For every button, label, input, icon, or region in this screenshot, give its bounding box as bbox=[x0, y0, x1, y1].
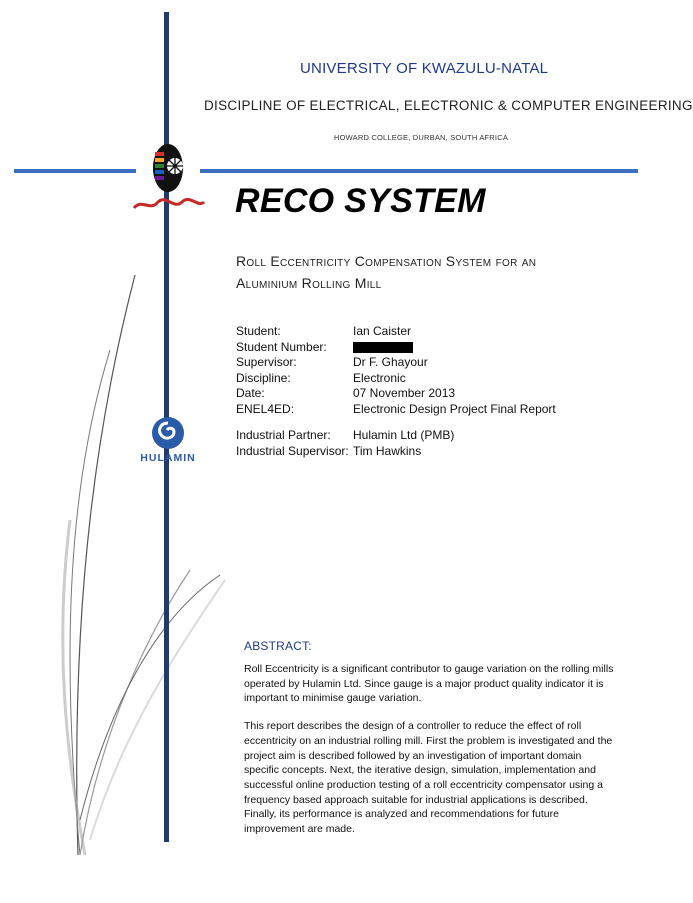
student-details bbox=[236, 324, 556, 418]
university-name: UNIVERSITY OF KWAZULU-NATAL bbox=[300, 60, 549, 77]
detail-label: Student: bbox=[236, 324, 281, 338]
horizontal-accent-bar-left bbox=[14, 169, 136, 173]
document-title: RECO SYSTEM bbox=[235, 182, 486, 220]
subtitle-line-1: Roll Eccentricity Compensation System for an bbox=[236, 253, 537, 269]
detail-label: Date: bbox=[236, 386, 265, 401]
redacted-student-number bbox=[353, 342, 413, 353]
partner-value: Tim Hawkins bbox=[353, 443, 422, 458]
horizontal-accent-bar-right bbox=[200, 169, 638, 173]
detail-value: Electronic bbox=[353, 370, 406, 385]
abstract-body bbox=[244, 662, 616, 850]
industrial-partner-details bbox=[236, 428, 454, 459]
detail-row-discipline bbox=[236, 371, 556, 387]
detail-value: Electronic Design Project Final Report bbox=[353, 401, 556, 416]
partner-row-company bbox=[236, 428, 454, 444]
abstract-paragraph-2: This report describes the design of a controller to reduce the effect of roll eccentricity on an industrial rolling mill. First the problem is investigated and the project aim is described followed by an investigation of important domain specific concepts. Next, the iterative design, simulation, implementation and successful online production testing of a roll eccentricity compensator using a frequency based approach suitable for industrial applications is described. Finally, its performance is analyzed and recommendations for future improvement are made. bbox=[244, 720, 613, 836]
detail-label: ENEL4ED: bbox=[236, 401, 295, 416]
detail-row-student bbox=[236, 324, 556, 340]
detail-label: Supervisor: bbox=[236, 355, 297, 370]
decorative-swoosh-lines bbox=[40, 260, 240, 860]
detail-row-course bbox=[236, 402, 556, 418]
campus-location: HOWARD COLLEGE, DURBAN, SOUTH AFRICA bbox=[334, 133, 509, 142]
partner-label: Industrial Partner: bbox=[236, 428, 331, 442]
partner-label: Industrial Supervisor: bbox=[236, 443, 349, 458]
partner-value: Hulamin Ltd (PMB) bbox=[353, 428, 455, 442]
partner-row-supervisor bbox=[236, 444, 454, 460]
detail-row-student-number bbox=[236, 340, 556, 356]
detail-value: Dr F. Ghayour bbox=[353, 355, 428, 370]
detail-row-date bbox=[236, 386, 556, 402]
detail-value: 07 November 2013 bbox=[353, 386, 456, 401]
detail-label: Student Number: bbox=[236, 339, 327, 354]
detail-value: Ian Caister bbox=[353, 324, 412, 338]
ukzn-logo bbox=[130, 138, 206, 220]
detail-label: Discipline: bbox=[236, 370, 291, 385]
document-subtitle bbox=[236, 250, 536, 294]
abstract-paragraph-1: Roll Eccentricity is a significant contributor to gauge variation on the rolling mills operated by Hulamin Ltd. Since gauge is a major product quality indicator it is important to minimise gauge variation. bbox=[244, 663, 614, 705]
discipline-name: DISCIPLINE OF ELECTRICAL, ELECTRONIC & COMPUTER ENGINEERING bbox=[204, 98, 693, 113]
subtitle-line-2: Aluminium Rolling Mill bbox=[236, 275, 382, 291]
abstract-heading: ABSTRACT: bbox=[244, 639, 312, 653]
hulamin-logo-text: HULAMIN bbox=[140, 452, 196, 464]
detail-row-supervisor bbox=[236, 355, 556, 371]
